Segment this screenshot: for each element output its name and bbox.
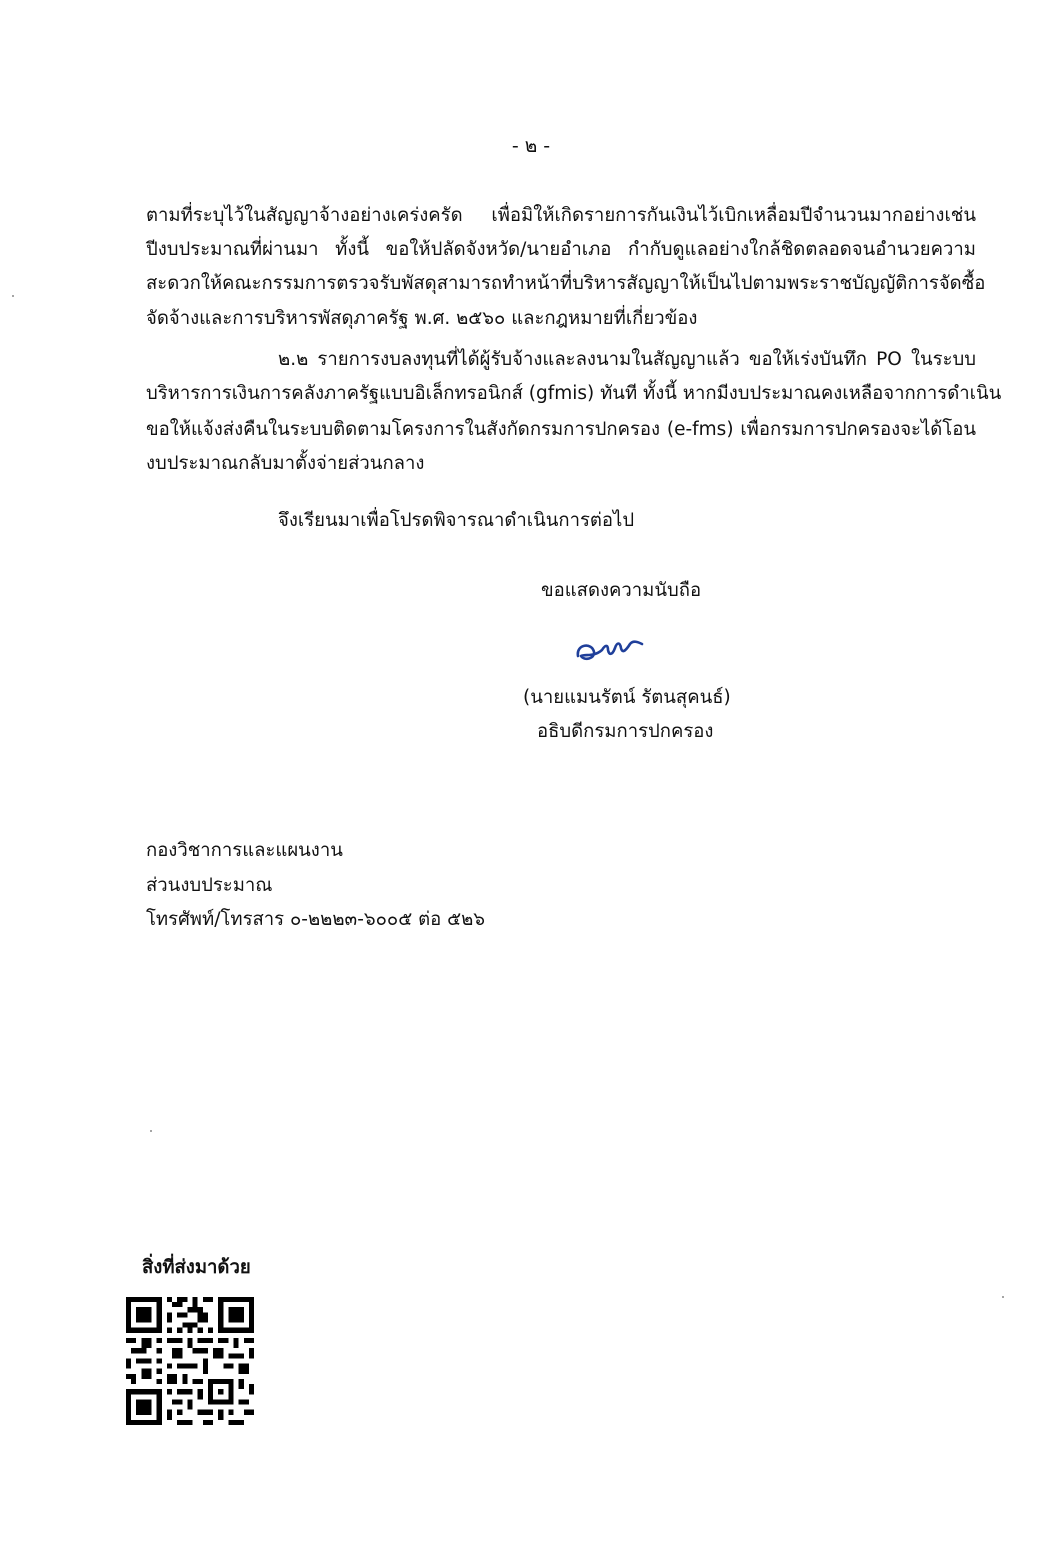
body-line: ปีงบประมาณที่ผ่านมา ทั้งนี้ ขอให้ปลัดจังหวัด/นายอำเภอ กำกับดูแลอย่างใกล้ชิดตลอดจนอำนวยความ <box>146 239 976 260</box>
signer-name: (นายแมนรัตน์ รัตนสุคนธ์) <box>523 687 731 708</box>
page-number: - ๒ - <box>511 135 551 157</box>
department-division: กองวิชาการและแผนงาน <box>146 840 343 861</box>
body-line: งบประมาณกลับมาตั้งจ่ายส่วนกลาง <box>146 453 425 474</box>
salutation: ขอแสดงความนับถือ <box>541 580 702 601</box>
body-line: บริหารการเงินการคลังภาครัฐแบบอิเล็กทรอนิกส์ (gfmis) ทันที ทั้งนี้ หากมีงบประมาณคงเหลือจากการดำเนิน <box>146 383 1002 404</box>
scan-speck <box>12 295 14 297</box>
body-line: ขอให้แจ้งส่งคืนในระบบติดตามโครงการในสังกัดกรมการปกครอง (e-fms) เพื่อกรมการปกครองจะได้โอน <box>146 419 976 440</box>
signer-position: อธิบดีกรมการปกครอง <box>537 721 714 742</box>
department-contact: โทรศัพท์/โทรสาร ๐-๒๒๒๓-๖๐๐๕ ต่อ ๕๒๖ <box>146 909 486 930</box>
scan-speck <box>1002 1296 1004 1298</box>
signature <box>572 630 652 670</box>
scan-speck <box>150 1130 152 1132</box>
qr-code[interactable] <box>126 1297 254 1425</box>
body-line: ตามที่ระบุไว้ในสัญญาจ้างอย่างเคร่งครัด เพื่อมิให้เกิดรายการกันเงินไว้เบิกเหลื่อมปีจำนวนมากอย่างเช่น <box>146 205 976 226</box>
body-line: สะดวกให้คณะกรรมการตรวจรับพัสดุสามารถทำหน้าที่บริหารสัญญาให้เป็นไปตามพระราชบัญญัติการจัดซื้อ <box>146 273 986 294</box>
department-section: ส่วนงบประมาณ <box>146 875 273 896</box>
enclosure-label: สิ่งที่ส่งมาด้วย <box>142 1257 251 1278</box>
closing-request: จึงเรียนมาเพื่อโปรดพิจารณาดำเนินการต่อไป <box>278 510 635 531</box>
body-line-indented: ๒.๒ รายการงบลงทุนที่ได้ผู้รับจ้างและลงนามในสัญญาแล้ว ขอให้เร่งบันทึก PO ในระบบ <box>278 349 976 370</box>
body-line: จัดจ้างและการบริหารพัสดุภาครัฐ พ.ศ. ๒๕๖๐ และกฎหมายที่เกี่ยวข้อง <box>146 308 698 329</box>
